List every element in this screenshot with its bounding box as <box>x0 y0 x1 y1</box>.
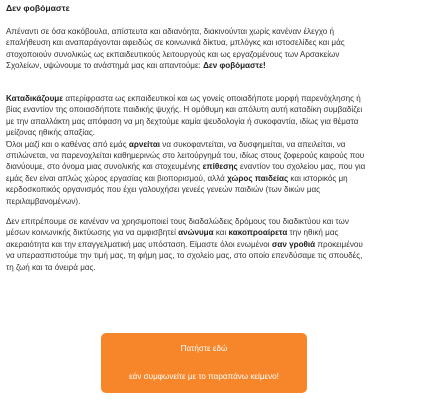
paragraph-text: Σχολείων, υψώνουμε το ανάστημά μας και απαντούμε: <box>6 61 201 71</box>
paragraph-line: με την απαλλάκτη μας απόφαση να μη δεχτούμε καμία ψευδολογία ή συκοφαντία, ιδίως για θέματα <box>6 116 359 126</box>
paragraph-line <box>6 93 418 104</box>
paragraph-text: την ηθική μας <box>287 228 339 238</box>
emphasis-text: σαν γροθιά <box>271 239 316 249</box>
paragraph-text: εμάς δεν είναι απλώς χώρος εργασίας και βιοπορισμού, αλλά <box>6 173 228 183</box>
paragraph-line <box>6 227 418 238</box>
paragraph-line: να υπερασπιστούμε την τιμή μας, τη φήμη μας, το σχολείο μας, στο οποίο επενδύσαμε τις σπουδές, <box>6 251 363 261</box>
emphasis-text: κακοπροαίρετα <box>228 228 288 238</box>
paragraph-text: απερίφραστα ως εκπαιδευτικοί και ως γονείς οποιαδήποτε μορφή παρενόχλησης ή <box>63 94 361 103</box>
emphasis-text: αρνείται <box>128 139 161 149</box>
paragraph-line <box>6 139 418 150</box>
paragraph-line <box>6 60 418 71</box>
paragraph-text: να συκοφαντείται, να δυσφημείται, να απειλείται, να <box>160 139 346 149</box>
paragraph-text: και ιστορικός μη <box>288 173 348 183</box>
page-title: Δεν φοβόμαστε <box>6 3 70 13</box>
paragraph-line: τη ζωή και τα όνειρά μας. <box>6 262 96 272</box>
emphasis-text: ανώνυμα <box>178 228 214 238</box>
paragraph-line: κερδοσκοπικός οργανισμός που έχει γαλουχήσει γενεές γενεών παιδιών (των δικών μας <box>6 185 321 195</box>
paragraph-text: και <box>213 228 229 238</box>
paragraph-line: μείζονας ηθικής απαξίας. <box>6 128 96 138</box>
paragraph-line <box>6 239 418 250</box>
paragraph-text: ακεραιότητα και την επαγγελματική μας υπόσταση. Είμαστε όλοι ενωμένοι <box>6 239 272 249</box>
paragraph-condemn <box>6 93 418 207</box>
paragraph-text: διανύουμε, στο όνομα μιας συνολικής και στοχευμένης <box>6 162 203 172</box>
agree-button-label: Πατήστε εδώ <box>180 344 228 353</box>
paragraph-line: περιλαμβανομένων). <box>6 196 81 206</box>
paragraph-line <box>6 161 418 172</box>
paragraph-text: προκειμένου <box>315 239 363 249</box>
agree-button-sublabel: εάν συμφωνείτε με το παραπάνω κείμενο! <box>129 372 279 381</box>
paragraph-line: βίας εναντίον της οποιασδήποτε παιδικής ψυχής. Η ομόθυμη και απόλυτη αυτή καταδίκη συμβαδίζει <box>6 105 363 115</box>
paragraph-stand <box>6 216 418 273</box>
paragraph-line <box>6 173 418 184</box>
paragraph-line: σπιλώνεται, να παρενοχλείται καθημερινώς στο λειτούργημά του, ιδίως στους ζοφερούς καιρούς που <box>6 151 365 161</box>
emphasis-text: Δεν φοβόμαστε! <box>203 61 266 71</box>
paragraph-text: μέσων κοινωνικής δικτύωσης για να αμφισβητεί <box>6 228 179 238</box>
paragraph-line: επαλήθευση και αναπαράγονται αφειδώς σε κοινωνικά δίκτυα, μπλόγκς και ιστοσελίδες και μάς <box>6 38 345 48</box>
paragraph-text: εναντίον του σχολείου μας, που για <box>237 162 366 172</box>
emphasis-text: επίθεσης <box>202 162 238 172</box>
agree-button[interactable] <box>101 333 307 393</box>
emphasis-text: Καταδικάζουμε <box>6 94 64 103</box>
paragraph-text: Όλοι μαζί και ο καθένας από εμάς <box>6 139 129 149</box>
paragraph-line: Απέναντι σε όσα κακόβουλα, απίστευτα και αδιανόητα, διακινούνται χωρίς κανέναν έλεγχο ή <box>6 27 335 36</box>
paragraph-intro <box>6 26 418 72</box>
paragraph-line: στοχοποιούν συνολικώς ως εκπαιδευτικούς λειτουργούς και ως εργαζομένους των Αρσακείων <box>6 49 340 59</box>
emphasis-text: χώρος παιδείας <box>227 173 289 183</box>
paragraph-line: Δεν επιτρέπουμε σε κανέναν να χρησιμοποιεί τους διαδαλώδεις δρόμους του διαδικτύου και των <box>6 217 349 226</box>
